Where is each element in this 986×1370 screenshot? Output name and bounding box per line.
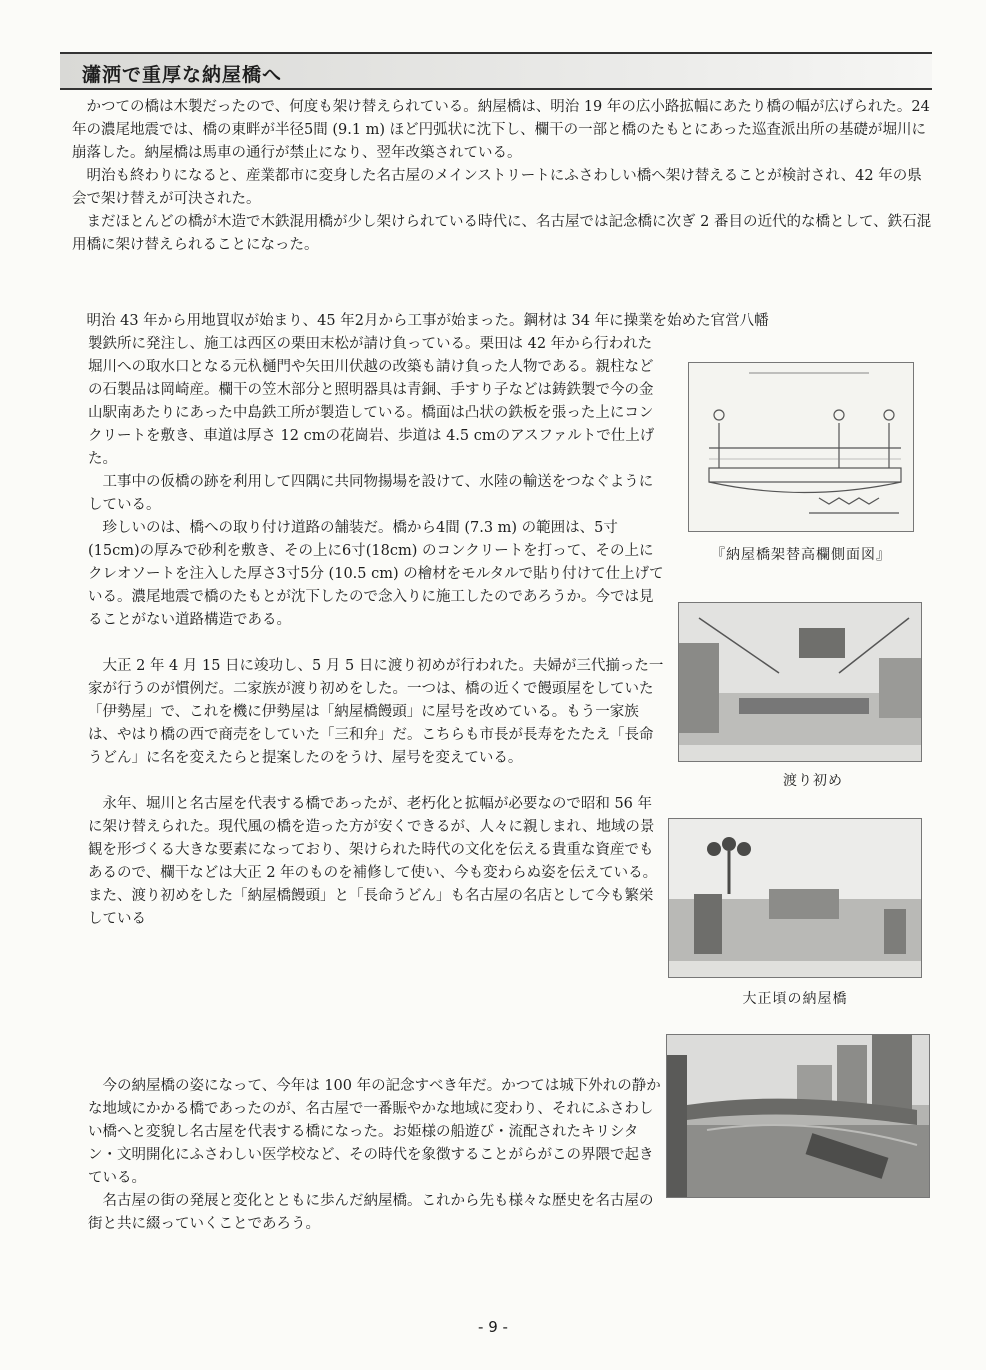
paragraph: 珍しいのは、橋への取り付け道路の舗装だ。橋から4間 (7.3 m) の範囲は、5寸(15cm)の厚みで砂利を敷き、その上に6寸(18cm) のコンクリートを打って、その上にクレオソートを注入した厚さ3寸5分 (10.5 cm) の檜材をモルタルで貼り付けて仕上げている。濃尾地震で橋のたもとが沈下したので念入りに施工したのであろうか。今では見ることがない道路構造である。 <box>88 520 664 628</box>
photo-image <box>666 1034 930 1198</box>
figure-caption: 渡り初め <box>783 773 843 789</box>
section-title-bar <box>60 52 932 90</box>
paragraph: 永年、堀川と名古屋を代表する橋であったが、老朽化と拡幅が必要なので昭和 56 年に架け替えられた。現代風の橋を造った方が安くできるが、人々に親しまれ、地域の景観を形づくる大きな要素になっており、架けられた時代の文化を伝える貴重な資産でもあるので、欄干などは大正 2 年のものを補修して使い、今も変わらぬ姿を伝えている。また、渡り初めをした「納屋橋饅頭」と「長命うどん」も名古屋の名店として今も繁栄している <box>88 796 658 927</box>
section-title: 瀟洒で重厚な納屋橋へ <box>82 64 283 86</box>
body-column <box>88 333 664 931</box>
figure-railing-elevation <box>688 362 914 563</box>
paragraph: 工事中の仮橋の跡を利用して四隅に共同物揚場を設けて、水陸の輸送をつなぐようにしている。 <box>88 474 654 513</box>
photo-image <box>668 818 922 978</box>
photo-image <box>678 602 922 762</box>
paragraph: 明治も終わりになると、産業都市に変身した名古屋のメインストリートにふさわしい橋へ架け替えることが検討され、42 年の県会で架け替えが可決された。 <box>72 168 922 207</box>
paragraph-line: 明治 43 年から用地買収が始まり、45 年2月から工事が始まった。鋼材は 34 年に操業を始めた官営八幡 <box>86 313 769 329</box>
figure-present-bridge <box>666 1034 930 1198</box>
intro-text <box>72 96 932 257</box>
paragraph: 今の納屋橋の姿になって、今年は 100 年の記念すべき年だ。かつては城下外れの静かな地域にかかる橋であったのが、名古屋で一番賑やかな地域に変わり、それにふさわしい橋へと変貌し名古屋を代表する橋になった。お姫様の船遊び・流配されたキリシタン・文明開化にふさわしい医学校など、その時代を象徴することがらがこの界隈で起きている。 <box>88 1078 661 1186</box>
figure-caption: 『納屋橋架替高欄側面図』 <box>711 547 891 563</box>
paragraph: かつての橋は木製だったので、何度も架け替えられている。納屋橋は、明治 19 年の広小路拡幅にあたり橋の幅が広げられた。24 年の濃尾地震では、橋の東畔が半径5間 (9.1 m) ほど円弧状に沈下し、欄干の一部と橋のたもとにあった巡査派出所の基礎が堀川に崩落した。納屋橋は馬車の通行が禁止になり、翌年改築されている。 <box>72 99 930 161</box>
paragraph: 製鉄所に発注し、施工は西区の栗田末松が請け負っている。栗田は 42 年から行われた堀川への取水口となる元杁樋門や矢田川伏越の改築も請け負った人物である。親柱などの石製品は岡崎産。欄干の笠木部分と照明器具は青銅、手すり子などは鋳鉄製で今の金山駅南あたりにあった中島鉄工所が製造している。橋面は凸状の鉄板を張った上にコンクリートを敷き、車道は厚さ 12 cmの花崗岩、歩道は 4.5 cmのアスファルトで仕上げた。 <box>88 336 655 467</box>
paragraph: 大正 2 年 4 月 15 日に竣功し、5 月 5 日に渡り初めが行われた。夫婦が三代揃った一家が行うのが慣例だ。二家族が渡り初めをした。一つは、橋の近くで饅頭屋をしていた「伊勢屋」で、これを機に伊勢屋は「納屋橋饅頭」に屋号を改めている。もう一家族は、やはり橋の西で商売をしていた「三和弁」だ。こちらも市長が長寿をたたえ「長命うどん」に名を変えたらと提案したのをうけ、屋号を変えている。 <box>88 658 664 766</box>
figure-opening-ceremony <box>678 602 922 789</box>
figure-taisho-bridge <box>668 818 922 1007</box>
closing-text <box>88 1075 664 1236</box>
paragraph: まだほとんどの橋が木造で木鉄混用橋が少し架けられている時代に、名古屋では記念橋に次ぎ 2 番目の近代的な橋として、鉄石混用橋に架け替えられることになった。 <box>72 214 932 253</box>
drawing-image <box>688 362 914 532</box>
paragraph: 名古屋の街の発展と変化とともに歩んだ納屋橋。これから先も様々な歴史を名古屋の街と共に綴っていくことであろう。 <box>88 1193 654 1232</box>
page-number: - 9 - <box>478 1318 508 1336</box>
construction-first-line <box>72 310 934 333</box>
figure-caption: 大正頃の納屋橋 <box>742 991 848 1007</box>
